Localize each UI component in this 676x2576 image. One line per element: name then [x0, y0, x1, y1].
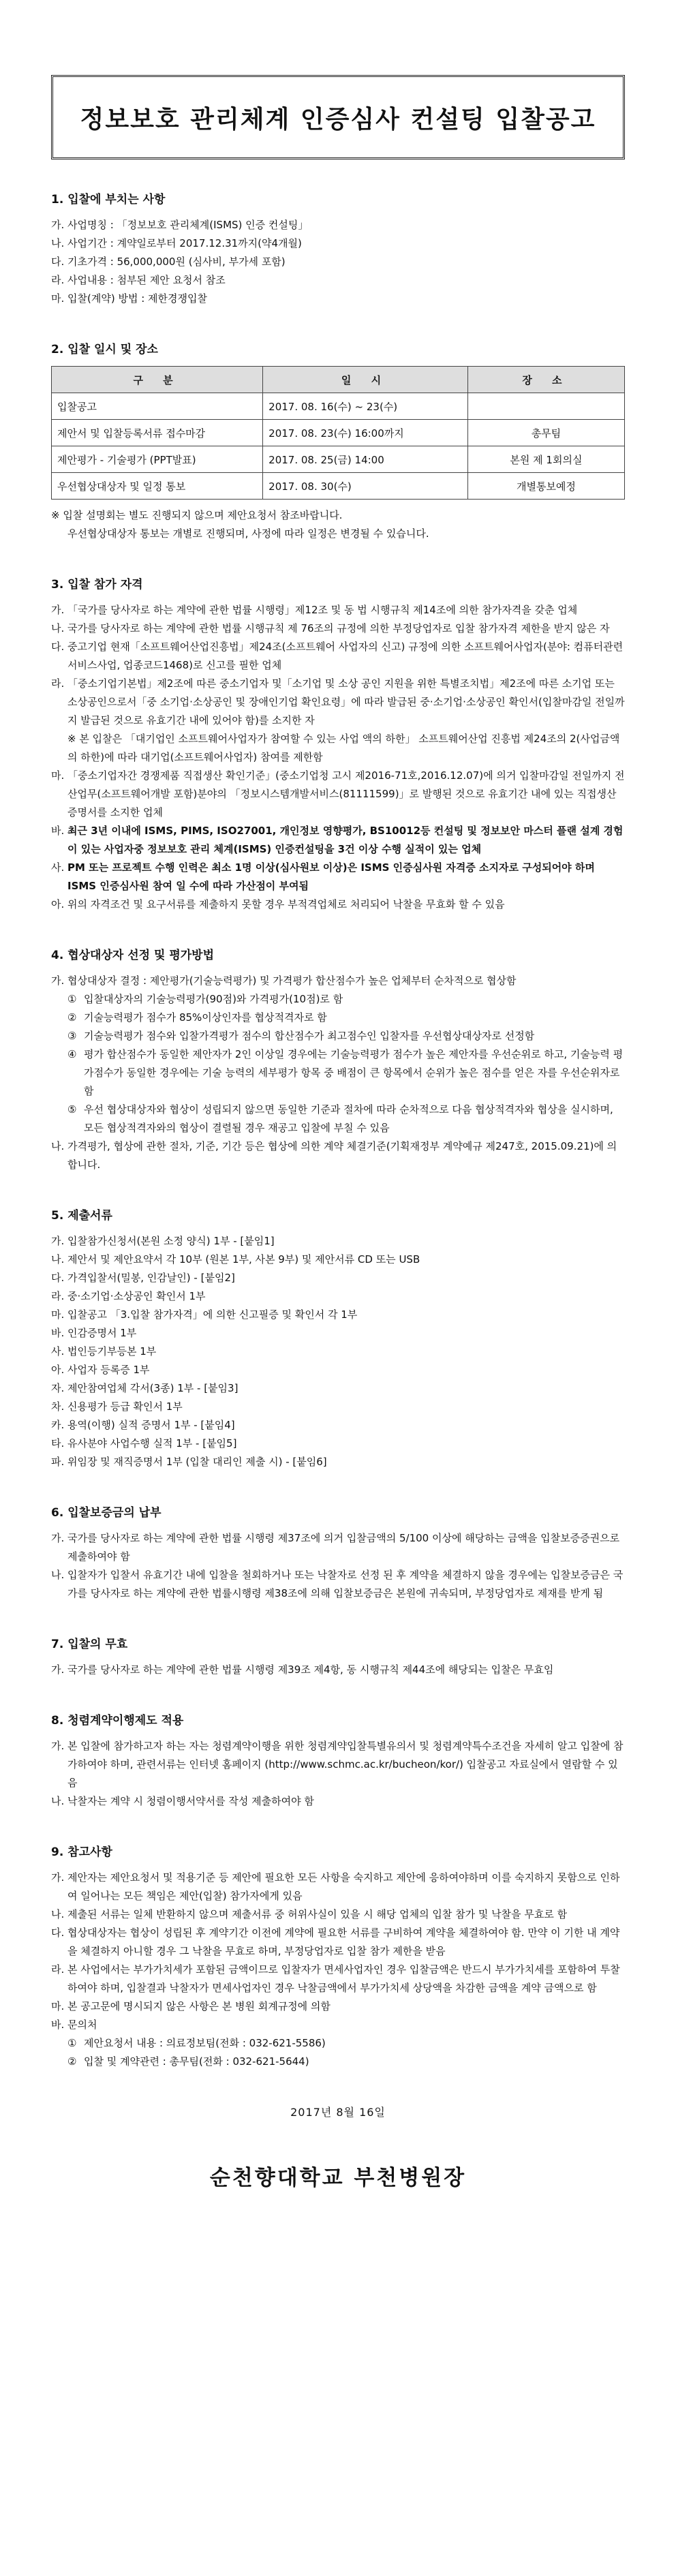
list-item: 자. 제안참여업체 각서(3종) 1부 - [붙임3] [51, 1382, 239, 1394]
item-text: 제안요청서 내용 : 의료정보팀(전화 : 032-621-5586) [84, 2037, 326, 2049]
list-item: 다. 기초가격 : 56,000,000원 (심사비, 부가세 포함) [51, 256, 286, 268]
title-box [51, 75, 625, 159]
item-text: 기술능력평가 점수와 입찰가격평가 점수의 합산점수가 최고점수인 입찰자를 우선협상대상자로 선정함 [84, 1030, 535, 1042]
section-3 [51, 574, 625, 914]
invalidity-list [51, 1661, 625, 1679]
item-marker: 가. [51, 1871, 65, 1884]
item-marker: 나. [51, 622, 65, 634]
item-text: 중고기업 현재「소프트웨어산업진흥법」제24조(소프트웨어 사업자의 신고) 규정에 의한 소프트웨어사업자(분야: 컴퓨터관련서비스사업, 업종코드1468)로 신고를 필한 업체 [67, 641, 624, 671]
table-header: 일 시 [263, 367, 468, 393]
section-5 [51, 1206, 625, 1471]
item-marker: 가. [51, 1740, 65, 1752]
list-item [51, 675, 625, 730]
evaluation-list [51, 972, 625, 1174]
item-marker: 가. [51, 1532, 65, 1544]
item-text: 제출된 서류는 일체 반환하지 않으며 제출서류 중 허위사실이 있을 시 해당 업체의 입찰 참가 및 낙찰을 무효로 함 [67, 1908, 568, 1920]
item-text: 위의 자격조건 및 요구서류를 제출하지 못할 경우 부적격업체로 처리되어 낙찰을 무효화 할 수 있음 [67, 898, 505, 910]
table-row [52, 420, 625, 446]
table-header-row [52, 367, 625, 393]
list-item: 라. 사업내용 : 첨부된 제안 요청서 참조 [51, 274, 226, 286]
table-cell: 2017. 08. 23(수) 16:00까지 [263, 420, 468, 446]
table-cell: 제안서 및 입찰등록서류 접수마감 [52, 420, 263, 446]
item-text: 국가를 당사자로 하는 계약에 관한 법률 시행규칙 제 76조의 규정에 의한 부정당업자로 입찰 참가자격 제한을 받지 않은 자 [67, 622, 610, 634]
list-item [51, 1529, 625, 1566]
list-item [51, 2034, 625, 2053]
item-marker: 바. [51, 2019, 65, 2031]
section-4 [51, 945, 625, 1174]
item-text: 입찰자가 입찰서 유효기간 내에 입찰을 철회하거나 또는 낙찰자로 선정 된 후 계약을 체결하지 않을 경우에는 입찰보증금은 국가를 당사자로 하는 계약에 관한 법률시행령 제38조에 의해 입찰보증금은 본원에 귀속되며, 부정당업자로 제재를 받게 됨 [67, 1569, 624, 1599]
item-text: 국가를 당사자로 하는 계약에 관한 법률 시행령 제37조에 의거 입찰금액의 5/100 이상에 해당하는 금액을 입찰보증증권으로 제출하여야 함 [67, 1532, 620, 1563]
list-item [51, 638, 625, 675]
list-item [51, 1792, 625, 1811]
item-text: PM 또는 프로젝트 수행 인력은 최소 1명 이상(심사원보 이상)은 ISMS 인증심사원 자격증 소지자로 구성되어야 하며 ISMS 인증심사원 참여 일 수에 따라 가산점이 부여됨 [67, 861, 595, 892]
item-text: 제안자는 제안요청서 및 적용기준 등 제안에 필요한 모든 사항을 숙지하고 제안에 응하여야하며 이를 숙지하지 못함으로 인하여 일어나는 모든 책임은 제안(입찰) 참가자에게 있음 [67, 1871, 620, 1902]
section-7 [51, 1634, 625, 1679]
item-text: 「중소기업자간 경쟁제품 직접생산 확인기준」(중소기업청 고시 제2016-71호,2016.12.07)에 의거 입찰마감일 전일까지 전산업무(소프트웨어개발 포함)분야의 「정보시스템개발서비스(81111599)」로 발행된 것으로 유효기간 내에 있는 직접생산증명서를 소지한 업체 [67, 769, 625, 818]
item-marker: 마. [51, 769, 65, 782]
section-9 [51, 1842, 625, 2071]
list-item [51, 730, 625, 767]
list-item [51, 619, 625, 638]
list-item: 바. 인감증명서 1부 [51, 1327, 137, 1339]
table-cell: 2017. 08. 30(수) [263, 473, 468, 500]
item-text: 본 입찰에 참가하고자 하는 자는 청렴계약이행을 위한 청렴계약입찰특별유의서 및 청렴계약특수조건을 자세히 알고 입찰에 참가하여야 하며, 관련서류는 인터넷 홈페이지 (http://www.schmc.ac.kr/bucheon/kor/) 입찰공고 자료실에서 열람할 수 있음 [67, 1740, 624, 1789]
schedule-table [51, 366, 625, 500]
item-marker: 마. [51, 2000, 65, 2012]
list-item: 라. 중·소기업·소상공인 확인서 1부 [51, 1290, 206, 1302]
section-2 [51, 339, 625, 543]
list-item: 아. 사업자 등록증 1부 [51, 1364, 150, 1376]
list-item: 가. 입찰참가신청서(본원 소정 양식) 1부 - [붙임1] [51, 1235, 275, 1247]
notice-document [51, 75, 625, 2191]
notice-date: 2017년 8월 16일 [290, 2106, 386, 2119]
item-marker: 가. [51, 1663, 65, 1676]
section-heading: 5. 제출서류 [51, 1209, 112, 1223]
item-marker: 라. [51, 677, 65, 690]
item-text: 최근 3년 이내에 ISMS, PIMS, ISO27001, 개인정보 영향평가, BS10012등 컨설팅 및 정보보안 마스터 플랜 설계 경험이 있는 사업자중 정보보호 관리 체계(ISMS) 인증컨설팅을 3건 이상 수행 실적이 있는 업체 [67, 825, 624, 855]
item-marker: ② [67, 2055, 77, 2068]
table-cell: 우선협상대상자 및 일정 통보 [52, 473, 263, 500]
table-row [52, 393, 625, 420]
schedule-note: ※ 입찰 설명회는 별도 진행되지 않으며 제안요청서 참조바랍니다. [51, 509, 343, 521]
item-marker: 가. [51, 604, 65, 616]
table-cell [467, 393, 624, 420]
list-item [51, 1045, 625, 1101]
list-item [51, 1566, 625, 1603]
item-marker: ② [67, 1011, 77, 1024]
table-row [52, 473, 625, 500]
list-item [51, 1101, 625, 1137]
item-text: ※ 본 입찰은 「대기업인 소프트웨어사업자가 참여할 수 있는 사업 액의 하한」 소프트웨어산업 진흥법 제24조의 2(사업금액의 하한)에 따라 대기업(소프트웨어사업자) 참여를 제한함 [67, 733, 620, 763]
item-marker: 나. [51, 1795, 65, 1807]
table-header: 구 분 [52, 367, 263, 393]
section-heading: 9. 참고사항 [51, 1845, 112, 1859]
section-heading: 3. 입찰 참가 자격 [51, 578, 143, 592]
table-row [52, 446, 625, 473]
item-text: 본 공고문에 명시되지 않은 사항은 본 병원 회계규정에 의함 [67, 2000, 331, 2012]
item-marker: 나. [51, 1140, 65, 1152]
table-cell: 제안평가 - 기술평가 (PPT발표) [52, 446, 263, 473]
list-item [51, 2016, 625, 2034]
list-item [51, 972, 625, 990]
issuer-signature: 순천향대학교 부천병원장 [209, 2166, 467, 2190]
item-marker: 다. [51, 641, 65, 653]
item-marker: 아. [51, 898, 65, 910]
documents-list [51, 1232, 625, 1471]
list-item [51, 1869, 625, 1905]
list-item [51, 767, 625, 822]
list-item [51, 1661, 625, 1679]
table-cell: 본원 제 1회의실 [467, 446, 624, 473]
list-item [51, 1905, 625, 1924]
deposit-list [51, 1529, 625, 1603]
list-item [51, 1737, 625, 1792]
item-marker: ④ [67, 1048, 77, 1060]
list-item [51, 2053, 625, 2071]
list-item [51, 1009, 625, 1027]
section-8 [51, 1711, 625, 1811]
item-marker: 바. [51, 825, 65, 837]
item-text: 문의처 [67, 2019, 97, 2031]
section-heading: 2. 입찰 일시 및 장소 [51, 343, 158, 356]
list-item: 파. 위임장 및 재직증명서 1부 (입찰 대리인 제출 시) - [붙임6] [51, 1456, 327, 1468]
list-item: 마. 입찰공고 「3.입찰 참가자격」에 의한 신고필증 및 확인서 각 1부 [51, 1308, 358, 1321]
item-text: 가격평가, 협상에 관한 절차, 기준, 기간 등은 협상에 의한 계약 체결기준(기획재정부 계약예규 제247호, 2015.09.21)에 의합니다. [67, 1140, 617, 1171]
section-heading: 4. 협상대상자 선정 및 평가방법 [51, 949, 215, 962]
table-cell: 2017. 08. 25(금) 14:00 [263, 446, 468, 473]
section-6 [51, 1503, 625, 1603]
integrity-list [51, 1737, 625, 1811]
schedule-note: 우선협상대상자 통보는 개별로 진행되며, 사정에 따라 일정은 변경될 수 있습니다. [67, 527, 429, 540]
item-marker: ① [67, 2037, 77, 2049]
list-item [51, 1924, 625, 1961]
item-marker: ① [67, 993, 77, 1005]
list-item [51, 601, 625, 619]
list-item: 타. 유사분야 사업수행 실적 1부 - [붙임5] [51, 1437, 237, 1450]
item-marker: 라. [51, 1963, 65, 1976]
list-item [51, 822, 625, 859]
item-marker: 가. [51, 975, 65, 987]
section-heading: 8. 청렴계약이행제도 적용 [51, 1714, 184, 1728]
list-item: 다. 가격입찰서(밀봉, 인감날인) - [붙임2] [51, 1272, 235, 1284]
reference-list [51, 1869, 625, 2071]
list-item: 차. 신용평가 등급 확인서 1부 [51, 1400, 183, 1413]
list-item [51, 895, 625, 914]
item-text: 우선 협상대상자와 협상이 성립되지 않으면 동일한 기준과 절차에 따라 순차적으로 다음 협상적격자와 협상을 실시하며, 모든 협상적격자와의 협상이 결렬될 경우 재공고 입찰에 부칠 수 있음 [84, 1103, 613, 1134]
table-header: 장 소 [467, 367, 624, 393]
section-heading: 7. 입찰의 무효 [51, 1638, 128, 1651]
list-item [51, 990, 625, 1009]
table-cell: 개별통보예정 [467, 473, 624, 500]
list-item: 사. 법인등기부등본 1부 [51, 1345, 157, 1358]
list-item [51, 1137, 625, 1174]
item-marker: 나. [51, 1908, 65, 1920]
section-heading: 1. 입찰에 부치는 사항 [51, 193, 166, 206]
list-item: 카. 용역(이행) 실적 증명서 1부 - [붙임4] [51, 1419, 235, 1431]
list-item [51, 859, 625, 895]
item-text: 입찰 및 계약관련 : 총무팀(전화 : 032-621-5644) [84, 2055, 309, 2068]
item-text: 협상대상자 결정 : 제안평가(기술능력평가) 및 가격평가 합산점수가 높은 업체부터 순차적으로 협상함 [67, 975, 517, 987]
list-item: 가. 사업명칭 : 「정보보호 관리체계(ISMS) 인증 컨설팅」 [51, 219, 309, 231]
table-cell: 2017. 08. 16(수) ~ 23(수) [263, 393, 468, 420]
item-text: 「국가를 당사자로 하는 계약에 관한 법률 시행령」제12조 및 동 법 시행규칙 제14조에 의한 참가자격을 갖춘 업체 [67, 604, 578, 616]
list-item: 나. 제안서 및 제안요약서 각 10부 (원본 1부, 사본 9부) 및 제안서류 CD 또는 USB [51, 1253, 420, 1266]
list-item: 마. 입찰(계약) 방법 : 제한경쟁입찰 [51, 292, 207, 305]
item-marker [51, 730, 67, 767]
item-marker: ③ [67, 1030, 77, 1042]
item-text: 낙찰자는 계약 시 청렴이행서약서를 작성 제출하여야 함 [67, 1795, 314, 1807]
item-marker: 사. [51, 861, 65, 874]
item-text: 기술능력평가 점수가 85%이상인자를 협상적격자로 함 [84, 1011, 327, 1024]
item-marker: 다. [51, 1927, 65, 1939]
item-text: 본 사업에서는 부가가치세가 포함된 금액이므로 입찰자가 면세사업자인 경우 입찰금액은 반드시 부가가치세를 포함하여 투찰하여야 하며, 입찰결과 낙찰자가 면세사업자인 경우 낙찰금액에서 부가가치세 상당액을 차감한 금액을 계약 금액으로 함 [67, 1963, 620, 1994]
item-text: 평가 합산점수가 동일한 제안자가 2인 이상일 경우에는 기술능력평가 점수가 높은 제안자를 우선순위로 하고, 기술능력 평가점수가 동일한 경우에는 기술 능력의 세부평가 항목 중 배점이 큰 항목에서 순위가 높은 점수를 얻은 자를 우선순위자로 함 [84, 1048, 624, 1097]
list-item [51, 1997, 625, 2016]
section-heading: 6. 입찰보증금의 납부 [51, 1506, 162, 1520]
section-1 [51, 189, 625, 308]
table-cell: 입찰공고 [52, 393, 263, 420]
item-text: 입찰대상자의 기술능력평가(90점)와 가격평가(10점)로 함 [84, 993, 343, 1005]
item-marker: 나. [51, 1569, 65, 1581]
item-text: 협상대상자는 협상이 성립된 후 계약기간 이전에 계약에 필요한 서류를 구비하여 계약을 체결하여야 함. 만약 이 기한 내 계약을 체결하지 아니할 경우 그 낙찰을 무효로 하며, 부정당업자로 입찰 참가 제한을 받음 [67, 1927, 620, 1957]
list-item [51, 1961, 625, 1997]
page-title: 정보보호 관리체계 인증심사 컨설팅 입찰공고 [80, 105, 596, 134]
item-text: 국가를 당사자로 하는 계약에 관한 법률 시행령 제39조 제4항, 동 시행규칙 제44조에 해당되는 입찰은 무효임 [67, 1663, 554, 1676]
item-marker: ⑤ [67, 1103, 77, 1116]
item-text: 「중소기업기본법」제2조에 따른 중소기업자 및「소기업 및 소상 공인 지원을 위한 특별조치법」제2조에 따른 소기업 또는 소상공인으로서「중 소기업·소상공인 및 장애인기업 확인요령」에 따라 발급된 중·소기업·소상공인 확인서(입찰마감일 전일까지 발급된 것으로 유효기간 내에 있어야 함)를 소지한 자 [67, 677, 625, 726]
list-item [51, 1027, 625, 1045]
eligibility-list [51, 601, 625, 914]
table-cell: 총무팀 [467, 420, 624, 446]
list-item: 나. 사업기간 : 계약일로부터 2017.12.31까지(약4개월) [51, 237, 302, 249]
